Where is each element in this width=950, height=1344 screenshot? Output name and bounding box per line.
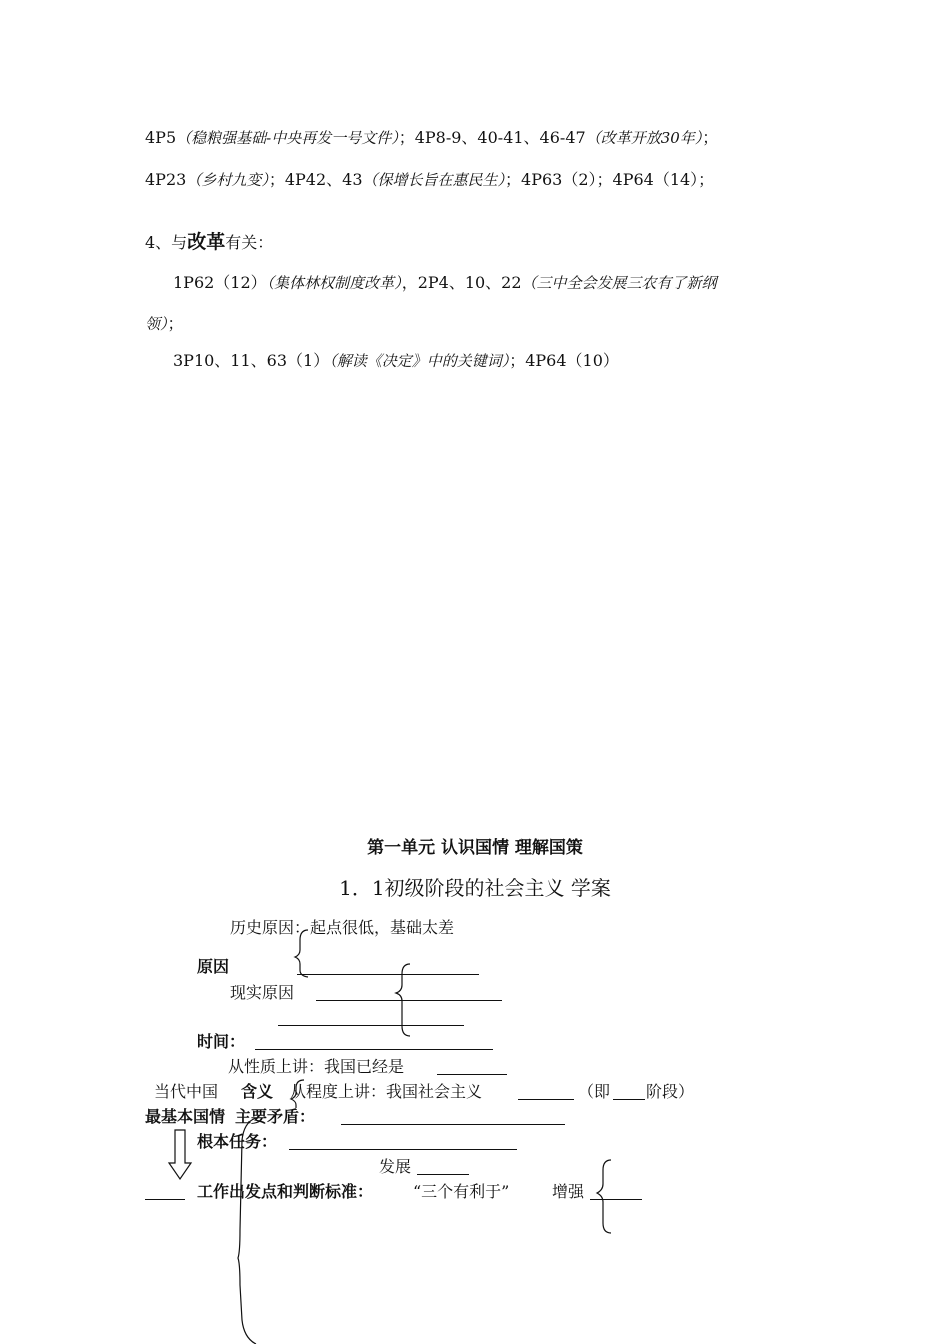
separator: ；: [398, 128, 415, 147]
fundamental-task-label: 根本任务：: [197, 1132, 278, 1151]
ref-note: （保增长旨在惠民生）: [362, 171, 506, 189]
meaning-label: 含义: [241, 1082, 274, 1101]
brace-main: [238, 1118, 256, 1344]
history-reason: 历史原因：起点很低，基础太差: [230, 918, 455, 937]
separator: ；: [167, 314, 184, 333]
ref-note: （集体林权制度改革）: [266, 274, 402, 292]
paren-open: （即: [578, 1082, 611, 1101]
ref-code: ，2P4、10、22: [401, 273, 522, 292]
ref-note: （解读《决定》中的关键词）: [329, 352, 510, 370]
stage-text: 阶段）: [646, 1082, 695, 1101]
basic-national-condition: 最基本国情: [145, 1107, 226, 1126]
unit-title: 第一单元 认识国情 理解国策: [367, 838, 583, 858]
ref-note: 领）: [145, 315, 168, 333]
main-contradiction-label: 主要矛盾：: [235, 1107, 316, 1126]
ref-code: 4P5: [145, 128, 177, 147]
ref-code: ；4P63（2）；4P64（14）；: [505, 170, 715, 189]
strengthen-text: 增强: [552, 1182, 585, 1201]
ref-code: ；4P64（10）: [509, 351, 619, 370]
lesson-title: 1．1初级阶段的社会主义 学案: [339, 876, 611, 900]
brace-strengthen: [597, 1160, 611, 1233]
ref-note: （稳粮强基础-中央再发一号文件）: [176, 129, 399, 147]
ref-code: 4P8-9、40-41、46-47: [414, 128, 586, 147]
brace-reason: [295, 930, 308, 977]
brace-reality: [396, 964, 410, 1036]
ref-note: （乡村九变）: [186, 171, 269, 189]
section-prefix: 4、与: [145, 233, 188, 252]
time-label: 时间：: [197, 1032, 246, 1051]
ref-code: 4P23: [145, 170, 187, 189]
ref-note: （三中全会发展三农有了新纲: [521, 274, 717, 292]
nature-text: 从性质上讲：我国已经是: [228, 1057, 405, 1076]
work-standard-label: 工作出发点和判断标准：: [197, 1182, 374, 1201]
separator: ；: [268, 170, 285, 189]
three-favorable: “三个有利于”: [413, 1182, 510, 1201]
brace-meaning: [291, 1080, 304, 1108]
ref-note: （改革开放30年）: [585, 129, 703, 147]
section-suffix: 有关：: [225, 233, 274, 252]
develop-text: 发展: [379, 1157, 412, 1176]
reality-reason: 现实原因: [230, 983, 295, 1002]
contemporary-china: 当代中国: [154, 1082, 219, 1101]
down-arrow-icon: [169, 1130, 191, 1179]
degree-text: 从程度上讲：我国社会主义: [290, 1082, 483, 1101]
ref-code: 1P62（12）: [173, 273, 267, 292]
reason-label: 原因: [197, 957, 230, 976]
section-keyword: 改革: [187, 231, 226, 253]
ref-code: 3P10、11、63（1）: [173, 351, 330, 370]
separator: ；: [702, 128, 719, 147]
ref-code: 4P42、43: [284, 170, 363, 189]
